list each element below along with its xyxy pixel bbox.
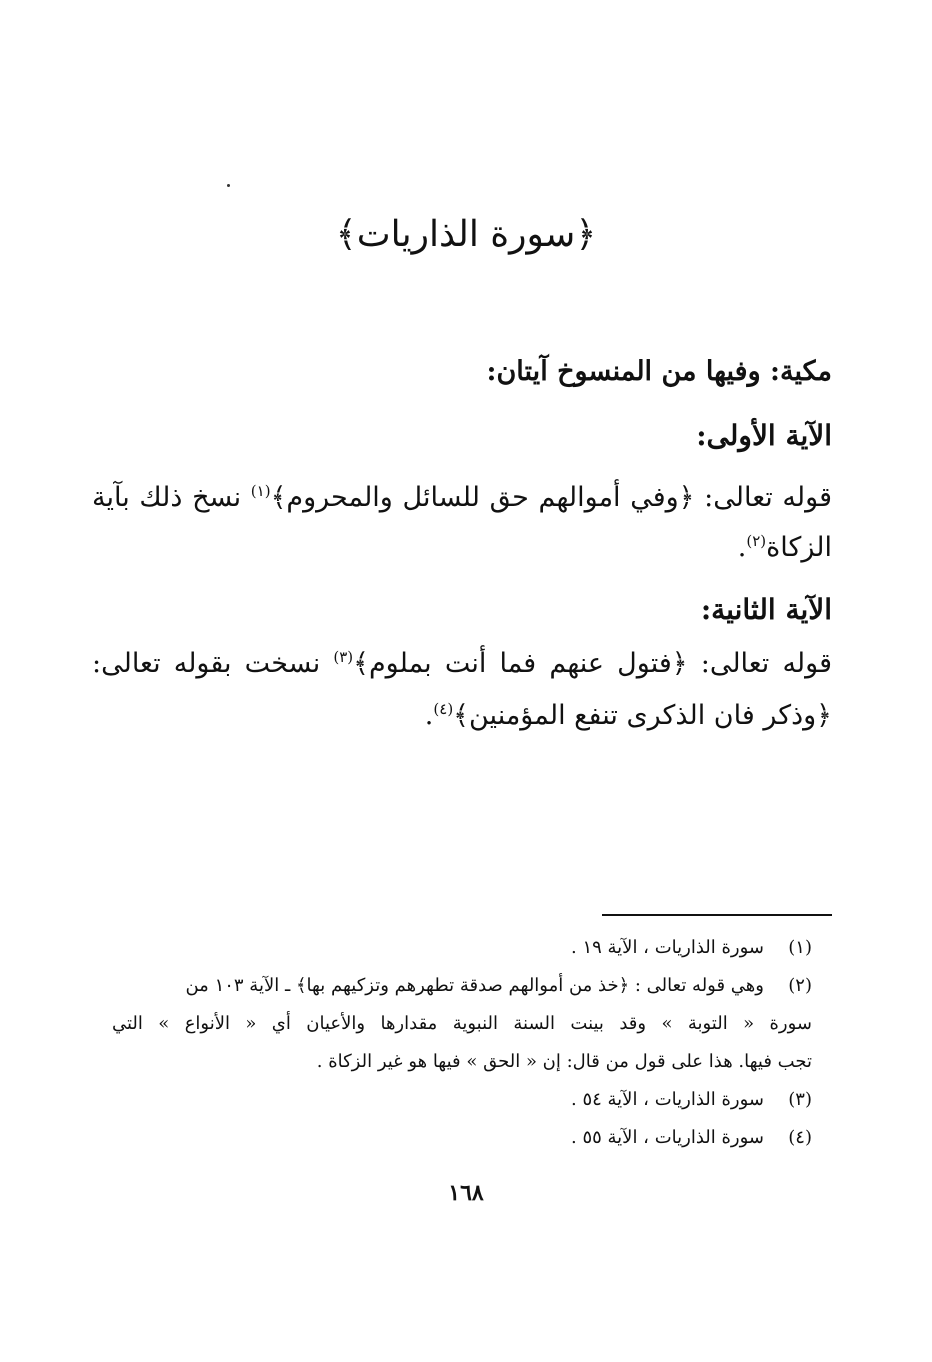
speck-mark (227, 184, 230, 187)
verse2-line2-text: ﴿وذكر فان الذكرى تنفع المؤمنين﴾ (453, 700, 832, 731)
footnote-ref-2: (٢) (746, 532, 767, 550)
intro-line: مكية: وفيها من المنسوخ آيتان: (486, 356, 832, 387)
footnote-separator (602, 914, 832, 916)
footnote-ref-1: (١) (250, 482, 271, 500)
footnote-ref-3: (٣) (333, 648, 354, 666)
footnote-4-text: سورة الذاريات ، الآية ٥٥ . (571, 1127, 764, 1148)
verse1-line2-text: الزكاة (766, 532, 832, 563)
verse1-line1 (92, 478, 832, 518)
surah-title: ﴿سورة الذاريات﴾ (335, 214, 597, 255)
verse1-line1-text: قوله تعالى: ﴿وفي أموالهم حق للسائل والمحروم﴾ (270, 482, 832, 513)
page-number: ١٦٨ (448, 1180, 484, 1206)
verse2-line1 (92, 644, 832, 684)
footnote-1-text: سورة الذاريات ، الآية ١٩ . (571, 937, 764, 958)
footnote-2-line1: وهي قوله تعالى : ﴿خذ من أموالهم صدقة تطهرهم وتزكيهم بها﴾ ـ الآية ١٠٣ من (185, 975, 764, 996)
footnote-1 (112, 930, 812, 966)
footnote-3-number: (٣) (788, 1089, 812, 1110)
footnote-3 (112, 1082, 812, 1118)
footnote-ref-4: (٤) (433, 700, 454, 718)
footnote-2-number: (٢) (788, 975, 812, 996)
verse1-line2-tail: . (737, 532, 747, 563)
footnote-4-number: (٤) (788, 1127, 812, 1148)
footnote-3-text: سورة الذاريات ، الآية ٥٤ . (571, 1089, 764, 1110)
verse2-line2 (92, 696, 832, 736)
footnote-2-line3: تجب فيها. هذا على قول من قال: إن « الحق » فيها هو غير الزكاة . (316, 1051, 812, 1072)
verse2-line2-tail: . (424, 700, 434, 731)
footnote-1-number: (١) (788, 937, 812, 958)
verse1-line1-tail: نسخ ذلك بآية (92, 482, 251, 513)
footnote-2 (112, 968, 812, 1004)
footnote-2-line2: سورة « التوبة » وقد بينت السنة النبوية مقدارها والأعيان أي « الأنواع » التي (112, 1013, 812, 1034)
verse2-heading: الآية الثانية: (700, 593, 832, 626)
verse1-heading: الآية الأولى: (696, 419, 832, 452)
footnote-4 (112, 1120, 812, 1156)
verse2-line1-tail: نسخت بقوله تعالى: (92, 648, 334, 679)
verse1-line2 (92, 528, 832, 568)
verse2-line1-text: قوله تعالى: ﴿فتول عنهم فما أنت بملوم﴾ (353, 648, 832, 679)
